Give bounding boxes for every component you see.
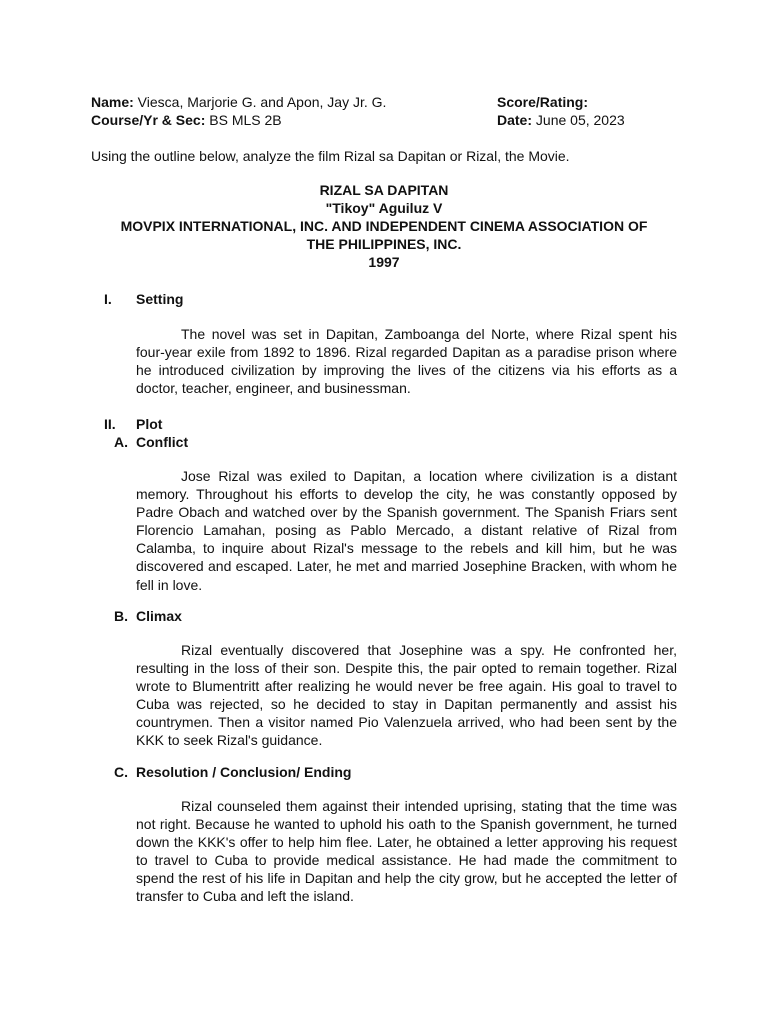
climax-paragraph: Rizal eventually discovered that Josephine was a spy. He confronted her, resulting in the loss of their son. Despite this, the pair opted to remain together. Rizal wrote to Blumentritt after realizing he would never be free again. His goal to travel to Cuba was rejected, so he decided to stay in Dapitan permanently and assist his countrymen. Then a visitor named Pio Valenzuela arrived, who had been sent by the KKK to seek Rizal's guidance. xyxy=(136,642,677,749)
section-title-plot: Plot xyxy=(136,416,163,432)
subsection-title-resolution: Resolution / Conclusion/ Ending xyxy=(136,764,352,780)
subsection-number-conflict: A. xyxy=(114,434,128,450)
date-label: Date: xyxy=(497,112,533,128)
date-line xyxy=(497,112,625,130)
film-producer-line1: MOVPIX INTERNATIONAL, INC. AND INDEPENDENT CINEMA ASSOCIATION OF xyxy=(120,218,648,234)
date-value: June 05, 2023 xyxy=(532,112,625,128)
name-value: Viesca, Marjorie G. and Apon, Jay Jr. G. xyxy=(133,94,387,110)
course-value: BS MLS 2B xyxy=(205,112,282,128)
course-label: Course/Yr & Sec: xyxy=(91,112,206,128)
resolution-paragraph: Rizal counseled them against their intended uprising, stating that the time was not right. Because he wanted to uphold his oath to the Spanish government, he turned down the KKK's offer to help him flee. Later, he obtained a letter approving his request to travel to Cuba to provide medical assistance. He had made the commitment to spend the rest of his life in Dapitan and help the city grow, but he accepted the letter of transfer to Cuba and left the island. xyxy=(136,798,677,905)
subsection-title-conflict: Conflict xyxy=(136,434,189,450)
score-line xyxy=(497,94,588,112)
section-number-plot: II. xyxy=(104,416,116,432)
course-line xyxy=(91,112,282,130)
section-title-setting: Setting xyxy=(136,291,184,307)
film-producer-line2: THE PHILIPPINES, INC. xyxy=(306,236,462,252)
setting-paragraph: The novel was set in Dapitan, Zamboanga del Norte, where Rizal spent his four-year exile from 1892 to 1896. Rizal regarded Dapitan as a paradise prison where he introduced civilization by improving the lives of the citizens via his efforts as a doctor, teacher, engineer, and businessman. xyxy=(136,326,677,397)
film-director: "Tikoy" Aguiluz V xyxy=(325,200,443,216)
section-number-setting: I. xyxy=(104,291,112,307)
conflict-paragraph: Jose Rizal was exiled to Dapitan, a location where civilization is a distant memory. Throughout his efforts to develop the city, he was constantly opposed by Padre Obach and watched over by the Spanish government. The Spanish Friars sent Florencio Lamahan, posing as Pablo Mercado, a distant relative of Rizal from Calamba, to inquire about Rizal's message to the rebels and kill him, but he was discovered and escaped. Later, he met and married Josephine Bracken, with whom he fell in love. xyxy=(136,468,677,593)
name-label: Name: xyxy=(91,94,134,110)
subsection-number-climax: B. xyxy=(114,608,128,624)
subsection-title-climax: Climax xyxy=(136,608,182,624)
film-year: 1997 xyxy=(368,254,400,270)
film-title-block xyxy=(90,182,678,272)
film-title: RIZAL SA DAPITAN xyxy=(319,182,449,198)
intro-text: Using the outline below, analyze the film Rizal sa Dapitan or Rizal, the Movie. xyxy=(91,148,570,164)
score-label: Score/Rating: xyxy=(497,94,589,110)
subsection-number-resolution: C. xyxy=(114,764,128,780)
name-line xyxy=(91,94,386,112)
